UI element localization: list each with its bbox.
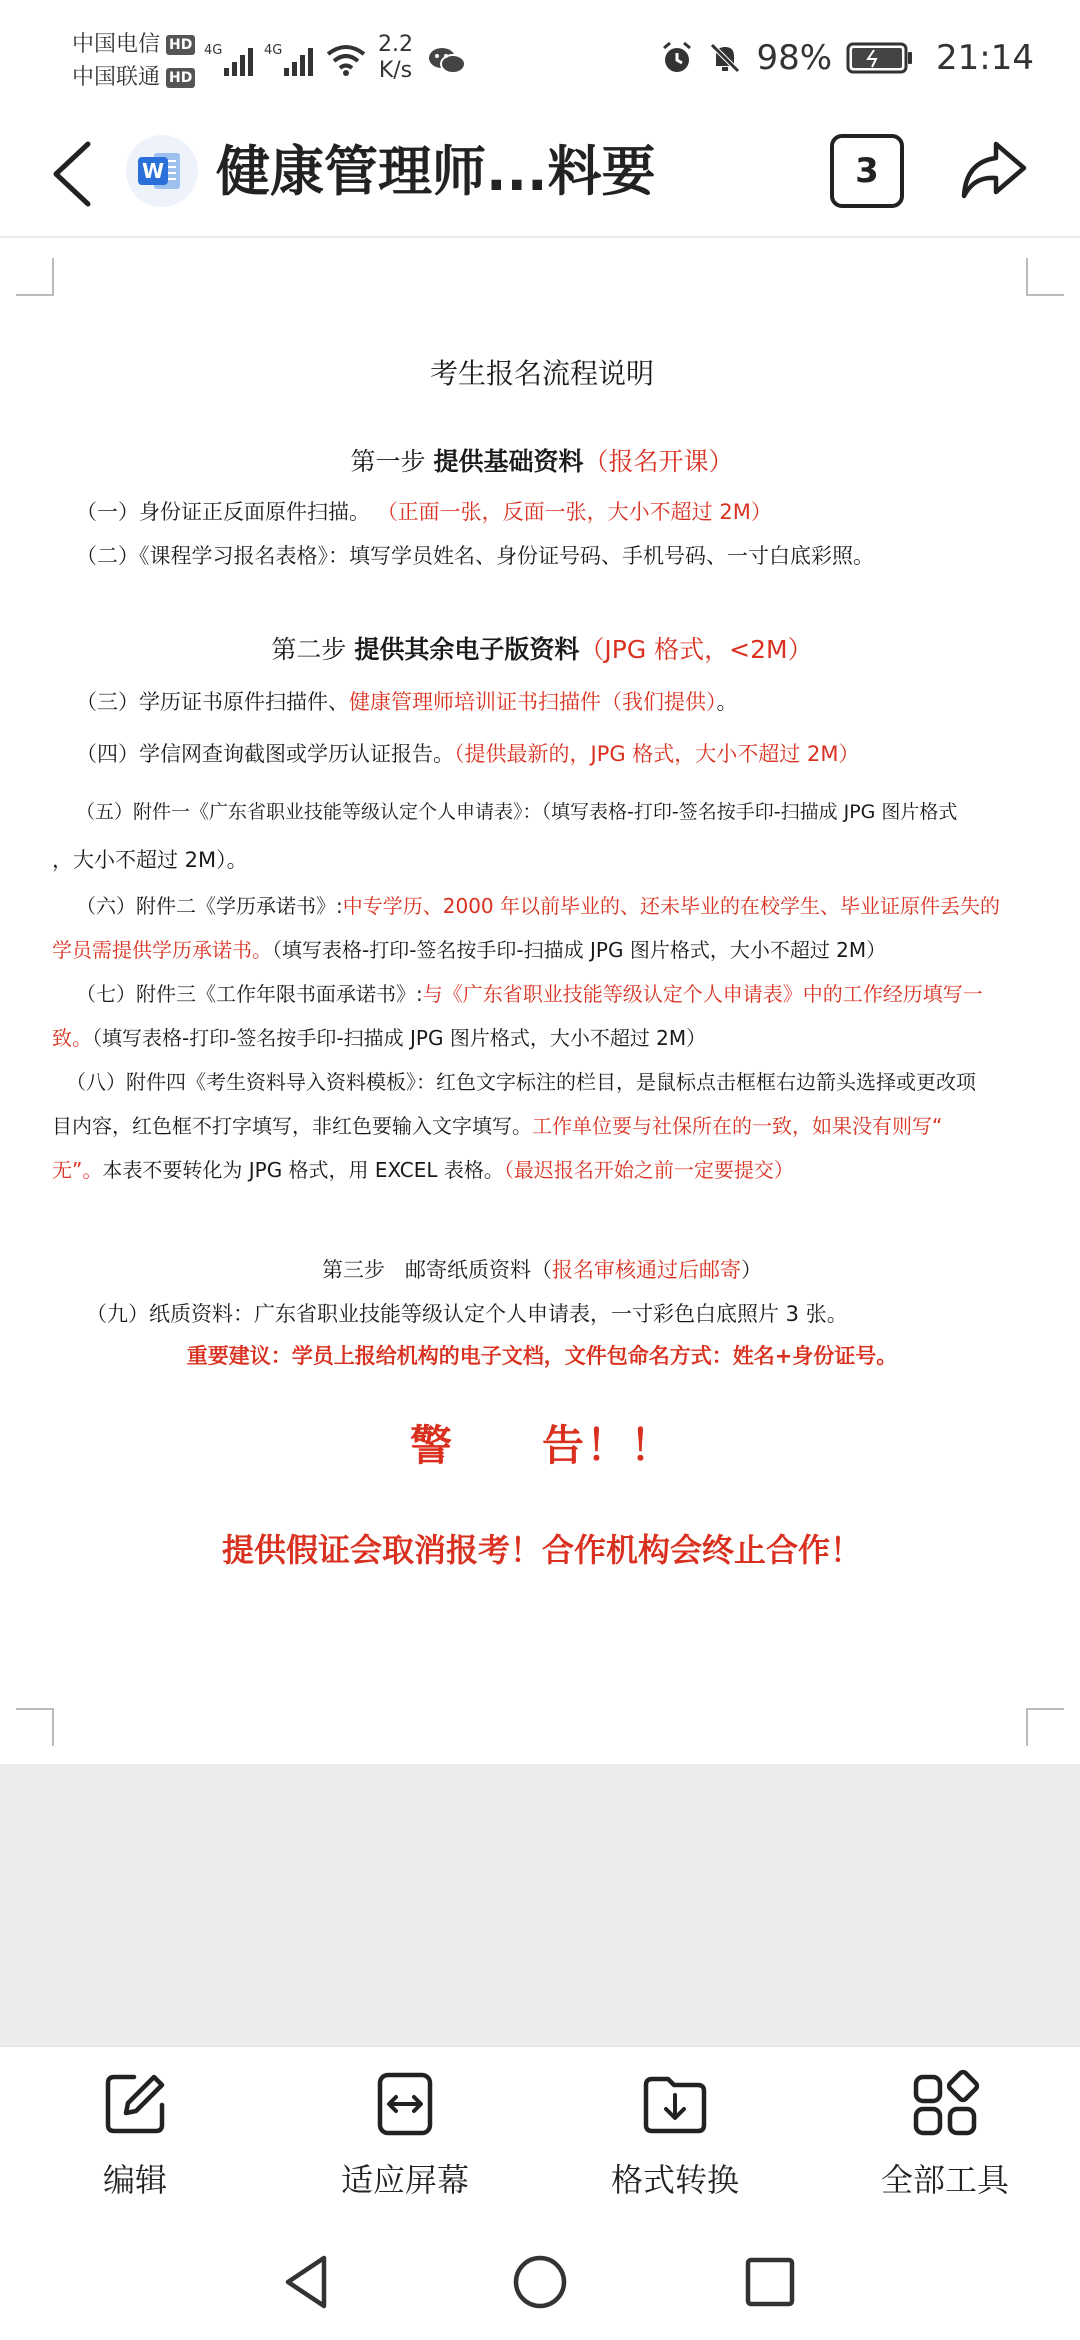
item-8-line-1: （八）附件四《考生资料导入资料模板》：红色文字标注的栏目，是鼠标点击框框右边箭头选择或更改项 (66, 1070, 976, 1094)
item-7-prefix: （七）附件三《工作年限书面承诺书》: (76, 982, 423, 1006)
alarm-icon (660, 41, 694, 75)
item-8-red-2: 工作单位要与社保所在的一致，如果没有则写“ (532, 1114, 943, 1138)
item-7-line-2 (52, 1016, 1032, 1060)
fit-screen-button[interactable] (285, 2069, 525, 2201)
crop-mark-top-left (16, 258, 54, 296)
item-5-line-2: ，大小不超过 2M）。 (52, 848, 248, 872)
step-3-note: 报名审核通过后邮寄 (552, 1258, 742, 1282)
step-2-title: 提供其余电子版资料 (354, 635, 580, 664)
step-2-note: （JPG 格式，<2M） (579, 635, 813, 664)
status-bar (0, 0, 1080, 110)
back-button[interactable] (38, 134, 108, 214)
item-5-line-1: （五）附件一《广东省职业技能等级认定个人申请表》：（填写表格-打印-签名按手印-扫描成 JPG 图片格式 (76, 801, 958, 823)
all-tools-button[interactable] (825, 2069, 1065, 2201)
item-3-red: 健康管理师培训证书扫描件（我们提供） (349, 690, 717, 714)
item-7-red-1: 与《广东省职业技能等级认定个人申请表》中的工作经历填写一 (422, 982, 983, 1006)
hd-badge-2: HD (166, 68, 195, 88)
all-tools-icon (910, 2069, 980, 2139)
item-4-text: （四）学信网查询截图或学历认证报告。 (76, 742, 454, 766)
step-2-label: 第二步 (271, 635, 347, 664)
carrier-1: 中国电信 (72, 32, 161, 57)
item-7-red-2: 致。 (52, 1026, 92, 1050)
item-6-prefix: （六）附件二《学历承诺书》: (76, 894, 343, 918)
signal-icon (204, 40, 260, 78)
format-convert-icon (640, 2069, 710, 2139)
step-1-heading (52, 440, 1032, 484)
warning-text: 提供假证会取消报考！合作机构会终止合作！ (221, 1531, 862, 1569)
step-3-label: 第三步 (321, 1258, 385, 1282)
edit-label: 编辑 (102, 2161, 167, 2199)
share-button[interactable] (956, 132, 1032, 208)
hd-badge-1: HD (166, 35, 195, 55)
step-3-title: 邮寄纸质资料 (405, 1258, 532, 1282)
word-app-icon (126, 135, 198, 207)
item-8-line-2 (52, 1104, 1032, 1148)
step-1-note: （报名开课） (583, 447, 734, 476)
item-6-red-2: 学员需提供学历承诺书。 (52, 938, 272, 962)
format-convert-button[interactable] (555, 2069, 795, 2201)
item-3-tail: 。 (716, 690, 738, 714)
step-3-open: （ (531, 1258, 553, 1282)
network-type-1: 4G (204, 43, 223, 58)
crop-mark-bottom-right (1026, 1708, 1064, 1746)
item-7-line-1 (76, 972, 1056, 1016)
fit-screen-icon (370, 2069, 440, 2139)
wechat-icon (428, 46, 466, 76)
item-8-red-4: （最迟报名开始之前一定要提交） (503, 1158, 794, 1182)
item-8-line-3 (52, 1148, 1032, 1192)
step-1-label: 第一步 (350, 447, 426, 476)
carrier-2: 中国联通 (72, 65, 161, 90)
battery-percent: 98% (756, 38, 833, 78)
word-icon-letter: W (141, 159, 165, 183)
item-3-text: （三）学历证书原件扫描件、 (76, 690, 349, 714)
item-4-red: （提供最新的，JPG 格式，大小不超过 2M） (454, 742, 860, 766)
item-6-line-1 (76, 884, 1056, 928)
signal-icon-2 (264, 40, 320, 78)
item-2: （二）《课程学习报名表格》：填写学员姓名、身份证号码、手机号码、一寸白底彩照。 (76, 544, 874, 568)
network-speed (378, 32, 413, 84)
bottom-toolbar (0, 2046, 1080, 2227)
status-right (660, 38, 1034, 78)
recents-square-icon[interactable] (738, 2250, 802, 2314)
item-6-line-2 (52, 928, 1032, 972)
all-tools-label: 全部工具 (880, 2161, 1009, 2199)
network-type-2: 4G (264, 43, 283, 58)
item-9: （九）纸质资料：广东省职业技能等级认定个人申请表，一寸彩色白底照片 3 张。 (86, 1302, 848, 1326)
system-nav-bar (0, 2226, 1080, 2340)
item-3 (76, 680, 1056, 724)
document-title: 健康管理师...料要 (216, 140, 656, 203)
step-3-heading (52, 1248, 1032, 1292)
warning-title: 警 告！！ (409, 1421, 674, 1470)
speed-unit: K/s (378, 58, 413, 83)
doc-heading: 考生报名流程说明 (429, 357, 654, 390)
format-convert-label: 格式转换 (610, 2161, 739, 2199)
home-circle-icon[interactable] (508, 2250, 572, 2314)
document-page[interactable] (0, 238, 1080, 1764)
edit-button[interactable] (15, 2069, 255, 2201)
speed-value: 2.2 (378, 32, 413, 57)
item-8-text-3: 本表不要转化为 JPG 格式，用 EXCEL 表格。 (102, 1158, 504, 1182)
step-3-close: ） (741, 1258, 763, 1282)
item-1 (76, 490, 1056, 534)
title-bar (0, 110, 1080, 238)
wifi-icon (326, 44, 366, 76)
item-6-red-1: 中专学历、2000 年以前毕业的、还未毕业的在校学生、毕业证原件丢失的 (342, 894, 1001, 918)
document-background[interactable] (0, 1764, 1080, 2046)
item-1-text: （一）身份证正反面原件扫描。 (76, 500, 370, 524)
crop-mark-top-right (1026, 258, 1064, 296)
item-8-text-2: 目内容，红色框不打字填写，非红色要输入文字填写。 (52, 1114, 532, 1138)
back-triangle-icon[interactable] (278, 2250, 342, 2314)
item-4 (76, 732, 1056, 776)
clock: 21:14 (936, 38, 1034, 78)
carrier-info (72, 28, 195, 94)
battery-icon (846, 41, 914, 75)
fit-screen-label: 适应屏幕 (340, 2161, 469, 2199)
item-6-tail: （填写表格-打印-签名按手印-扫描成 JPG 图片格式，大小不超过 2M） (272, 938, 887, 962)
word-icon (126, 135, 198, 207)
item-8-red-3: 无”。 (52, 1158, 103, 1182)
item-7-tail: （填写表格-打印-签名按手印-扫描成 JPG 图片格式，大小不超过 2M） (92, 1026, 707, 1050)
important-suggestion: 重要建议：学员上报给机构的电子文档，文件包命名方式：姓名+身份证号。 (186, 1344, 898, 1368)
page-count-button[interactable]: 3 (830, 134, 904, 208)
item-1-red: （正面一张，反面一张，大小不超过 2M） (376, 500, 772, 524)
mute-bell-icon (708, 41, 742, 75)
step-1-title: 提供基础资料 (433, 447, 584, 476)
step-2-heading (52, 628, 1032, 672)
edit-icon (100, 2069, 170, 2139)
crop-mark-bottom-left (16, 1708, 54, 1746)
